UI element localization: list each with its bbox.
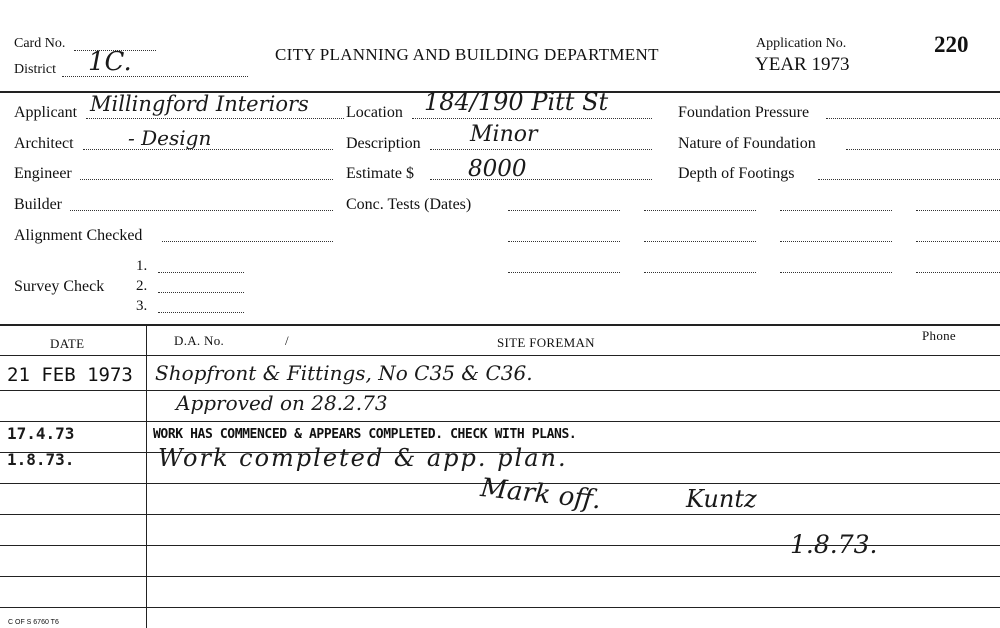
location-label: Location [346,104,403,121]
card-no-label: Card No. [14,36,66,51]
conc-line-c2 [780,241,892,242]
entry-2-text: WORK HAS COMMENCED & APPEARS COMPLETED. CHECK WITH PLANS. [153,427,577,442]
survey-line-2 [158,292,244,293]
survey-number-3: 3. [136,298,148,314]
district-label: District [14,62,56,77]
entry-3-text: Work completed & app. plan. [158,444,568,472]
col-phone-header: Phone [922,328,956,343]
description-label: Description [346,135,421,152]
application-no-label: Application No. [756,36,847,51]
application-no-value: 220 [934,32,969,57]
entry-5-text: 1.8.73. [790,530,878,559]
log-top-rule [0,324,1000,326]
conc-line-d1 [916,210,1000,211]
entry-4-text: Mark off. [479,473,603,516]
builder-label: Builder [14,196,62,213]
applicant-value: Millingford Interiors [90,92,309,116]
location-line [412,118,652,119]
col-date-header: DATE [50,336,85,351]
conc-line-c3 [780,272,892,273]
conc-tests-label: Conc. Tests (Dates) [346,196,472,213]
architect-label: Architect [14,135,74,152]
applicant-line [86,118,344,119]
foundation-pressure-line [826,118,1000,119]
row-rule-8 [0,607,1000,608]
estimate-line [430,179,652,180]
engineer-label: Engineer [14,165,72,182]
architect-value: - Design [128,126,212,150]
department-title: CITY PLANNING AND BUILDING DEPARTMENT [275,45,659,64]
col-da-header: D.A. No. [174,333,225,348]
form-code: C OF S 6760 T6 [8,619,59,626]
district-value: 1C. [88,47,132,77]
nature-foundation-label: Nature of Foundation [678,135,816,152]
applicant-label: Applicant [14,104,78,121]
entry-2-date: 17.4.73 [7,424,75,443]
location-value: 184/190 Pitt St [424,88,609,116]
alignment-line [162,241,333,242]
description-line [430,149,652,150]
survey-line-1 [158,272,244,273]
conc-line-d2 [916,241,1000,242]
entry-3-date: 1.8.73. [7,450,75,469]
survey-number-1: 1. [136,258,148,274]
entry-1-date: 21 FEB 1973 [7,364,133,386]
survey-number-2: 2. [136,278,148,294]
survey-line-3 [158,312,244,313]
date-column-divider [146,325,147,628]
foundation-pressure-label: Foundation Pressure [678,104,810,121]
survey-label: Survey Check [14,278,105,295]
depth-footings-line [818,179,1000,180]
row-rule-2 [0,421,1000,422]
year-label: YEAR 1973 [755,54,850,75]
row-rule-5 [0,514,1000,515]
conc-line-d3 [916,272,1000,273]
depth-footings-label: Depth of Footings [678,165,795,182]
nature-foundation-line [846,149,1000,150]
conc-line-b3 [644,272,756,273]
conc-line-c1 [780,210,892,211]
alignment-label: Alignment Checked [14,227,143,244]
col-site-foreman-header: SITE FOREMAN [497,335,595,350]
conc-line-a2 [508,241,620,242]
conc-line-a1 [508,210,620,211]
estimate-label: Estimate $ [346,165,414,182]
estimate-value: 8000 [468,156,527,182]
log-header-rule [0,355,1000,356]
row-rule-7 [0,576,1000,577]
entry-4-signature: Kuntz [686,485,757,513]
conc-line-b2 [644,241,756,242]
entry-1-approval: Approved on 28.2.73 [176,391,388,415]
builder-line [70,210,333,211]
conc-line-b1 [644,210,756,211]
row-rule-1 [0,390,1000,391]
col-slash: / [285,333,289,348]
entry-1-text: Shopfront & Fittings, No C35 & C36. [155,361,533,385]
description-value: Minor [470,122,538,147]
engineer-line [80,179,333,180]
conc-line-a3 [508,272,620,273]
